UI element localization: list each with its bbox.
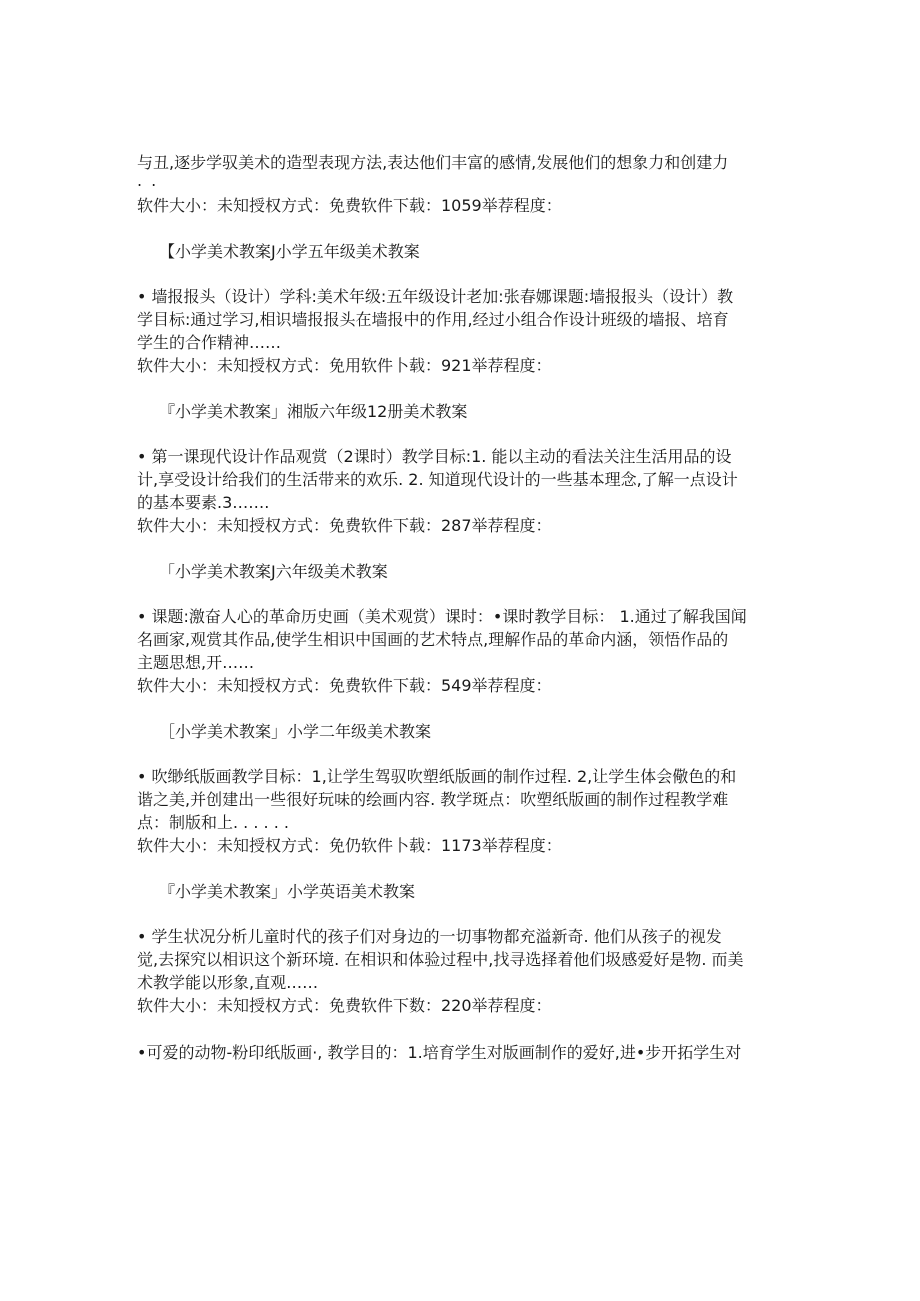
entry-meta: 软件大小：未知授权方式：免用软件卜载：921举荐程度： bbox=[137, 356, 552, 375]
entry-desc-line: 谐之美,并创建出一些很好玩味的绘画内容. 教学斑点：吹塑纸版画的制作过程教学难 bbox=[137, 790, 729, 809]
entry-meta: 软件大小：未知授权方式：免费软件下载：549举荐程度： bbox=[137, 676, 552, 695]
entry-title-link[interactable]: ［小学美术教案」小学二年级美术教案 bbox=[159, 722, 432, 741]
entry-title-link[interactable]: 【小学美术教案J小学五年级美术教案 bbox=[159, 242, 420, 261]
entry bbox=[137, 240, 787, 377]
entry-desc-line: • 课题:激奋人心的革命历史画（美术观赏）课时：•课时教学目标： 1.通过了解我国闻 bbox=[137, 607, 747, 626]
intro-ellipsis: . . bbox=[137, 171, 159, 190]
entry-meta: 软件大小：未知授权方式：免仍软件卜载：1173举荐程度： bbox=[137, 836, 562, 855]
entry-desc-line: • 吹缈纸版画教学目标：1,让学生驾驭吹塑纸版画的制作过程. 2,让学生体会儆色的和 bbox=[137, 767, 737, 786]
entry-desc-line: 术教学能以形象,直观…… bbox=[137, 973, 319, 992]
entry-description bbox=[137, 605, 787, 674]
entry-desc-line: • 第一课现代设计作品观赏（2课时）教学目标:1. 能以主动的看法关注生活用品的设 bbox=[137, 447, 732, 466]
entry-meta: 软件大小：未知授权方式：免费软件下数：220举荐程度： bbox=[137, 996, 552, 1015]
entry-description bbox=[137, 445, 787, 514]
intro-meta: 软件大小：未知授权方式：免费软件下载：1059举荐程度： bbox=[137, 196, 562, 215]
entry-desc-line: 点：制版和上. . . . . . bbox=[137, 813, 289, 832]
entry-desc-line: 的基本要素.3……. bbox=[137, 493, 270, 512]
entry bbox=[137, 560, 787, 697]
entry-title-link[interactable]: 『小学美术教案」湘版六年级12册美术教案 bbox=[159, 402, 468, 421]
document-page bbox=[137, 151, 787, 1064]
entry-desc-line: 学生的合作精神…… bbox=[137, 333, 282, 352]
entry-desc-line: 学目标:通过学习,相识墙报报头在墙报中的作用,经过小组合作设计班级的墙报、培育 bbox=[137, 310, 729, 329]
entry bbox=[137, 880, 787, 1017]
entry bbox=[137, 400, 787, 537]
entry-meta: 软件大小：未知授权方式：免费软件下载：287举荐程度： bbox=[137, 516, 552, 535]
entry-desc-line: • 墙报报头（设计）学科:美术年级:五年级设计老加:张春娜课题:墙报报头（设计）教 bbox=[137, 287, 734, 306]
entry-description bbox=[137, 765, 787, 834]
intro-text: 与丑,逐步学驭美术的造型表现方法,表达他们丰富的感情,发展他们的想象力和创建力 bbox=[137, 153, 729, 172]
entry-desc-line: 主题思想,开…… bbox=[137, 653, 255, 672]
entry-title-link[interactable]: 「小学美术教案J六年级美术教案 bbox=[159, 562, 388, 581]
entry-desc-line: 觉,去探究以相识这个新环境. 在相识和体验过程中,找寻选择着他们圾感爱好是物. 而美 bbox=[137, 950, 744, 969]
trailing-entry-text: •可爱的动物-粉印纸版画·, 教学目的：1.培育学生对版画制作的爱好,进•步开拓学生对 bbox=[137, 1043, 742, 1062]
entry-description bbox=[137, 285, 787, 354]
entry-title-link[interactable]: 『小学美术教案」小学英语美术教案 bbox=[159, 882, 416, 901]
entry-desc-line: • 学生状况分析儿童时代的孩子们对身边的一切事物都充溢新奇. 他们从孩子的视发 bbox=[137, 927, 722, 946]
entry bbox=[137, 720, 787, 857]
entry-description bbox=[137, 925, 787, 994]
entry-desc-line: 计,享受设计给我们的生活带来的欢乐. 2. 知道现代设计的一些基本理念,了解一点设计 bbox=[137, 470, 738, 489]
entry-desc-line: 名画家,观赏其作品,使学生相识中国画的艺术特点,理解作品的革命内涵，领悟作品的 bbox=[137, 630, 729, 649]
